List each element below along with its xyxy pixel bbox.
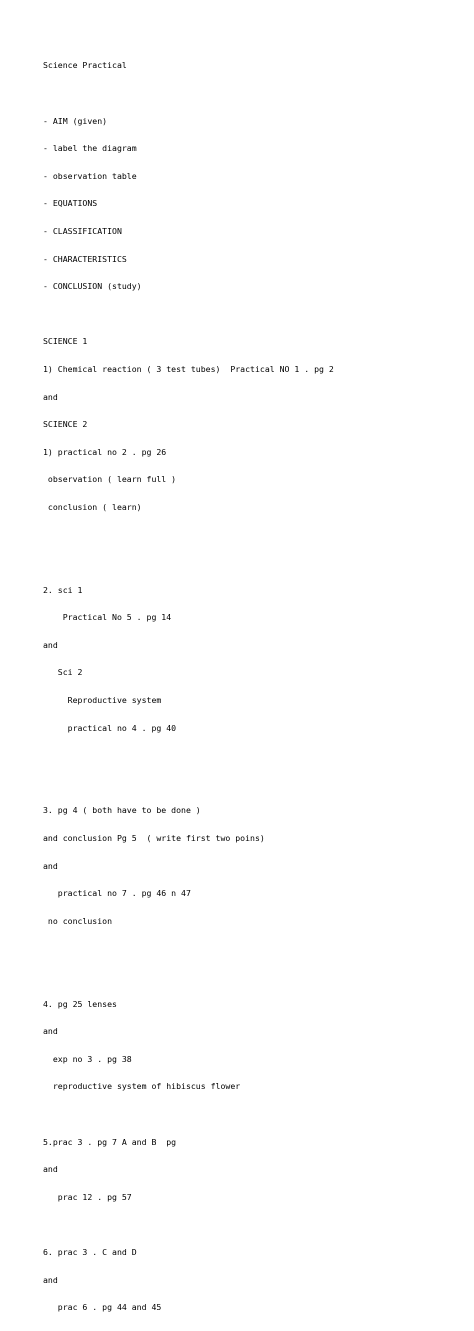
document-text	[43, 43, 334, 1331]
text-line: observation ( learn full )	[43, 474, 177, 485]
text-line: prac 6 . pg 44 and 45	[43, 1302, 162, 1313]
text-line: and	[43, 1026, 58, 1037]
text-line: and	[43, 860, 58, 871]
text-line	[43, 944, 334, 953]
text-line: 5.prac 3 . pg 7 A and B pg	[43, 1136, 177, 1147]
text-line	[43, 1110, 334, 1119]
text-line: practical no 4 . pg 40	[43, 722, 177, 733]
text-line: - CONCLUSION (study)	[43, 281, 142, 292]
text-line: and	[43, 1274, 58, 1285]
text-line	[43, 751, 334, 760]
text-line: 1) Chemical reaction ( 3 test tubes) Practical NO 1 . pg 2	[43, 363, 334, 374]
text-line: SCIENCE 1	[43, 336, 88, 347]
text-line: and	[43, 639, 58, 650]
text-line	[43, 89, 334, 98]
text-line	[43, 558, 334, 567]
text-line: - AIM (given)	[43, 115, 108, 126]
text-line: conclusion ( learn)	[43, 501, 142, 512]
text-line: and	[43, 1164, 58, 1175]
text-line	[43, 531, 334, 540]
text-line: and conclusion Pg 5 ( write first two poins)	[43, 833, 265, 844]
text-line: Reproductive system	[43, 695, 162, 706]
text-line: reproductive system of hibiscus flower	[43, 1081, 241, 1092]
text-line: 6. prac 3 . C and D	[43, 1246, 137, 1257]
text-line: - EQUATIONS	[43, 198, 98, 209]
text-line: - CLASSIFICATION	[43, 225, 122, 236]
text-line: 4. pg 25 lenses	[43, 998, 117, 1009]
text-line: - label the diagram	[43, 143, 137, 154]
text-line: 1) practical no 2 . pg 26	[43, 446, 167, 457]
text-line	[43, 1220, 334, 1229]
text-line	[43, 972, 334, 981]
text-line: and	[43, 391, 58, 402]
text-line: SCIENCE 2	[43, 419, 88, 430]
text-line: exp no 3 . pg 38	[43, 1053, 132, 1064]
text-line: Science Practical	[43, 60, 127, 71]
text-line	[43, 310, 334, 319]
text-line: practical no 7 . pg 46 n 47	[43, 888, 191, 899]
text-line: Practical No 5 . pg 14	[43, 612, 172, 623]
text-line: Sci 2	[43, 667, 83, 678]
text-line: 2. sci 1	[43, 584, 83, 595]
text-line: no conclusion	[43, 915, 113, 926]
text-line: 3. pg 4 ( both have to be done )	[43, 805, 201, 816]
text-line	[43, 779, 334, 788]
text-line: prac 12 . pg 57	[43, 1191, 132, 1202]
text-line: - CHARACTERISTICS	[43, 253, 127, 264]
text-line: - observation table	[43, 170, 137, 181]
